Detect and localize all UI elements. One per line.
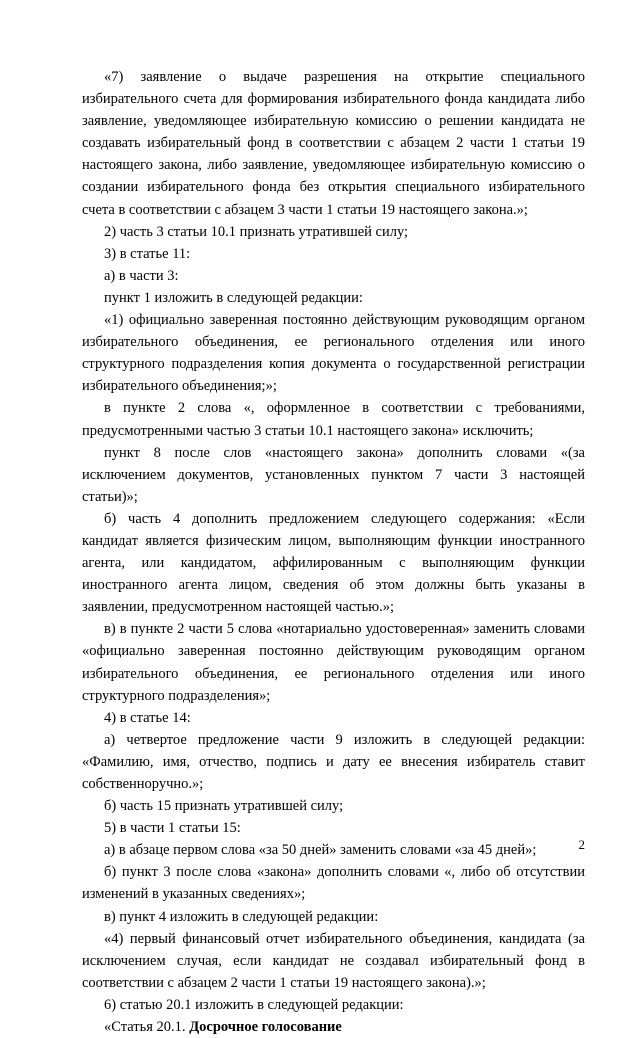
- paragraph-point-4-b: б) часть 15 признать утратившей силу;: [104, 798, 344, 815]
- paragraph-item-8-change: пункт 8 после слов «настоящего закона» дополнить словами «(за исключением документов, установленных пунктом 7 части 3 настоящей статьи)»;: [82, 444, 585, 505]
- paragraph-point-4: 4) в статье 14:: [104, 709, 191, 726]
- article-heading-title: Досрочное голосование: [189, 1019, 342, 1036]
- paragraph-item-4-text: «4) первый финансовый отчет избирательного объединения, кандидата (за исключением случая, если кандидат не создавал избирательный фонд в соответствии с абзацем 2 части 1 статьи 19 настоящего закона).»;: [82, 930, 585, 991]
- paragraph-item-7: «7) заявление о выдаче разрешения на открытие специального избирательного счета для формирования избирательного фонда кандидата либо заявление, уведомляющее избирательную комиссию о решении кандидата не создавать избирательный фонд в соответствии с абзацем 2 части 1 статьи 19 настоящего закона, либо заявление, уведомляющее избирательную комиссию о создании избирательного фонда без открытия специального избирательного счета в соответствии с абзацем 3 части 1 статьи 19 настоящего закона.»;: [82, 69, 585, 218]
- paragraph-point-2: 2) часть 3 статьи 10.1 признать утратившей силу;: [104, 223, 409, 240]
- paragraph-item-2-change: в пункте 2 слова «, оформленное в соответствии с требованиями, предусмотренными частью 3 статьи 10.1 настоящего закона» исключить;: [82, 400, 585, 439]
- article-heading: [82, 1016, 585, 1038]
- paragraph-subpoint-a: а) в части 3:: [104, 267, 179, 284]
- paragraph-point-5: 5) в части 1 статьи 15:: [104, 820, 241, 837]
- article-heading-prefix: «Статья 20.1.: [104, 1019, 190, 1036]
- paragraph-point-5-a: а) в абзаце первом слова «за 50 дней» заменить словами «за 45 дней»;: [104, 842, 537, 859]
- paragraph-point-3: 3) в статье 11:: [104, 245, 191, 262]
- paragraph-item-1-intro: пункт 1 изложить в следующей редакции:: [104, 289, 363, 306]
- paragraph-point-6: 6) статью 20.1 изложить в следующей редакции:: [104, 996, 404, 1013]
- paragraph-subpoint-b: б) часть 4 дополнить предложением следующего содержания: «Если кандидат является физическим лицом, выполняющим функции иностранного агента, или кандидатом, аффилированным с выполняющим функции иностранного агента лицом, сведения об этом должны быть указаны в заявлении, предусмотренном настоящей частью.»;: [82, 510, 585, 616]
- paragraph-point-4-a: а) четвертое предложение части 9 изложить в следующей редакции: «Фамилию, имя, отчество, подпись и дату ее внесения избиратель ставит собственноручно.»;: [82, 731, 585, 792]
- paragraph-item-1-text: «1) официально заверенная постоянно действующим руководящим органом избирательного объединения, ее регионального отделения или иного структурного подразделения копия документа о государственной регистрации избирательного объединения;»;: [82, 312, 585, 395]
- paragraph-point-5-b: б) пункт 3 после слова «закона» дополнить словами «, либо об отсутствии изменений в указанных сведениях»;: [82, 864, 585, 903]
- document-body: [82, 66, 585, 1038]
- page-number: 2: [578, 837, 585, 852]
- paragraph-subpoint-v: в) в пункте 2 части 5 слова «нотариально удостоверенная» заменить словами «официально заверенная постоянно действующим руководящим органом избирательного объединения, ее регионального отделения или иного структурного подразделения»;: [82, 621, 585, 704]
- paragraph-point-5-v: в) пункт 4 изложить в следующей редакции:: [104, 908, 379, 925]
